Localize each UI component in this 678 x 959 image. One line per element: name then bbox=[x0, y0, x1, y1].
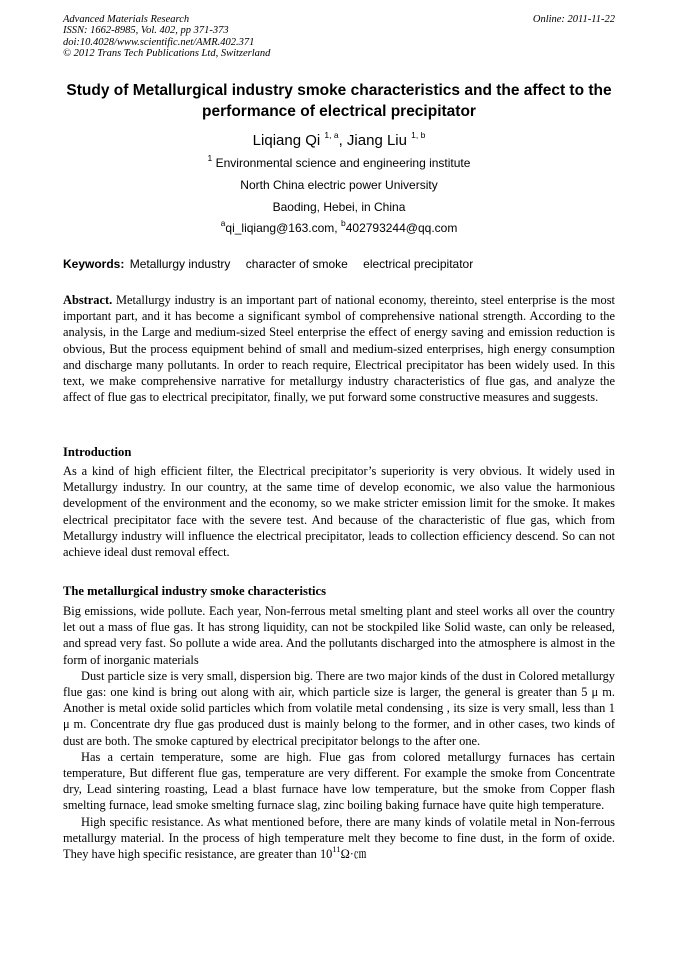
copyright-line: © 2012 Trans Tech Publications Ltd, Switzerland bbox=[63, 47, 271, 59]
email-superscript: a bbox=[220, 218, 226, 228]
journal-name: Advanced Materials Research bbox=[63, 14, 190, 25]
author-superscript: 1, a bbox=[324, 130, 339, 140]
paper-title: Study of Metallurgical industry smoke characteristics and the affect to the performance of electrical precipitator bbox=[66, 82, 612, 120]
issn-line: ISSN: 1662-8985, Vol. 402, pp 371-373 bbox=[63, 25, 229, 37]
affiliation-university: North China electric power University bbox=[240, 178, 438, 192]
journal-metadata bbox=[63, 14, 423, 59]
abstract-paragraph bbox=[63, 292, 615, 405]
abstract-text: Metallurgy industry is an important part of national economy, thereinto, steel enterprise is the most important part, and it has become a significant symbol of comprehensive national strength. According to the analysis, in the Large and medium-sized Steel enterprise the effect of energy saving and emission reduction is obvious, But the process equipment behind of small and medium-sized enterprises, high energy consumption and discharge many pollutants. In order to reach require, Electrical precipitator has been widely used. In this text, we make comprehensive narrative for metallurgy industry characteristics of flue gas, and analyze the affect of flue gas to electrical precipitator, finally, we put forward some constructive measures and suggests. bbox=[63, 293, 615, 405]
keyword-item: Metallurgy industry bbox=[129, 257, 231, 271]
email-address: qi_liqiang@163.com, bbox=[225, 221, 341, 235]
introduction-heading: Introduction bbox=[63, 445, 132, 459]
email-address: 402793244@qq.com bbox=[345, 221, 458, 235]
affiliation-text: Environmental science and engineering institute bbox=[212, 156, 471, 170]
smoke-section-body bbox=[63, 603, 615, 862]
author-superscript: 1, b bbox=[411, 130, 426, 140]
keywords-label: Keywords: bbox=[63, 257, 125, 271]
online-date: Online: 2011-11-22 bbox=[532, 14, 615, 25]
paragraph-text: High specific resistance. As what mentioned before, there are many kinds of volatile metal in Non-ferrous metallurgy material. In the process of high temperature melt they become to fine dust, in the form of oxide. They have high specific resistance, are greater than 10 bbox=[63, 814, 615, 862]
keyword-item: character of smoke bbox=[245, 257, 348, 271]
introduction-paragraph bbox=[63, 463, 615, 560]
paragraph bbox=[63, 814, 615, 863]
paragraph: Has a certain temperature, some are high. Flue gas from colored metallurgy furnaces has certain temperature, But different flue gas, temperature are very different. For example the smoke from Concentrate dry, Lead sintering roasting, Lead a blast furnace have low temperature, but the smoke from Copper flash smelting furnace, lead smoke smelting furnace slag, zinc boiling baking furnace have quite high temperature. bbox=[63, 749, 615, 813]
resistance-unit: Ω·㎝ bbox=[340, 847, 367, 862]
keyword-item: electrical precipitator bbox=[363, 257, 474, 271]
paragraph: Big emissions, wide pollute. Each year, Non-ferrous metal smelting plant and steel works all over the country let out a mass of flue gas. It has strong liquidity, can not be stockpiled like Solid waste, can only be released, and spread very fast. So pollute a wide area. And the pollutants discharged into the atmosphere is almost in the form of inorganic materials bbox=[63, 604, 615, 667]
email-superscript: b bbox=[340, 218, 346, 228]
exponent: 11 bbox=[332, 843, 341, 854]
smoke-section-heading: The metallurgical industry smoke characteristics bbox=[63, 584, 327, 598]
author-line bbox=[63, 131, 615, 151]
keywords-line bbox=[63, 257, 623, 272]
paragraph: Dust particle size is very small, dispersion big. There are two major kinds of the dust in Colored metallurgy flue gas: one kind is bring out along with air, which particle size is larger, the general is greater than 5 μ m. Another is metal oxide solid particles which from volatile metal condensing , its size is very small, less than 1 μ m. Concentrate dry flue gas produced dust is mainly belong to the former, and in other cases, two kinds of dust are both. The smoke captured by electrical precipitator belongs to the after one. bbox=[63, 668, 615, 748]
introduction-text: As a kind of high efficient filter, the Electrical precipitator’s superiority is very obvious. It widely used in Metallurgy industry. In our country, at the same time of develop economic, we also value the harmonious development of the environment and the economy, so we make stricter emission limit for the smoke. It makes electrical precipitator face with the severe test. And because of the characteristic of flue gas, which from Metallurgy industry will influence the electrical precipitator, leads to collection efficiency descend. So can not achieve ideal dust removal effect. bbox=[63, 464, 615, 560]
affiliation-superscript: 1 bbox=[207, 153, 213, 163]
author-separator: , bbox=[338, 132, 347, 149]
affiliation-institute bbox=[63, 153, 615, 171]
author-name: Jiang Liu bbox=[346, 132, 407, 149]
abstract-label: Abstract. bbox=[63, 293, 113, 307]
doi-line: doi:10.4028/www.scientific.net/AMR.402.371 bbox=[63, 36, 255, 48]
author-name: Liqiang Qi bbox=[252, 132, 321, 149]
author-emails bbox=[63, 218, 615, 236]
affiliation-location: Baoding, Hebei, in China bbox=[272, 200, 406, 214]
